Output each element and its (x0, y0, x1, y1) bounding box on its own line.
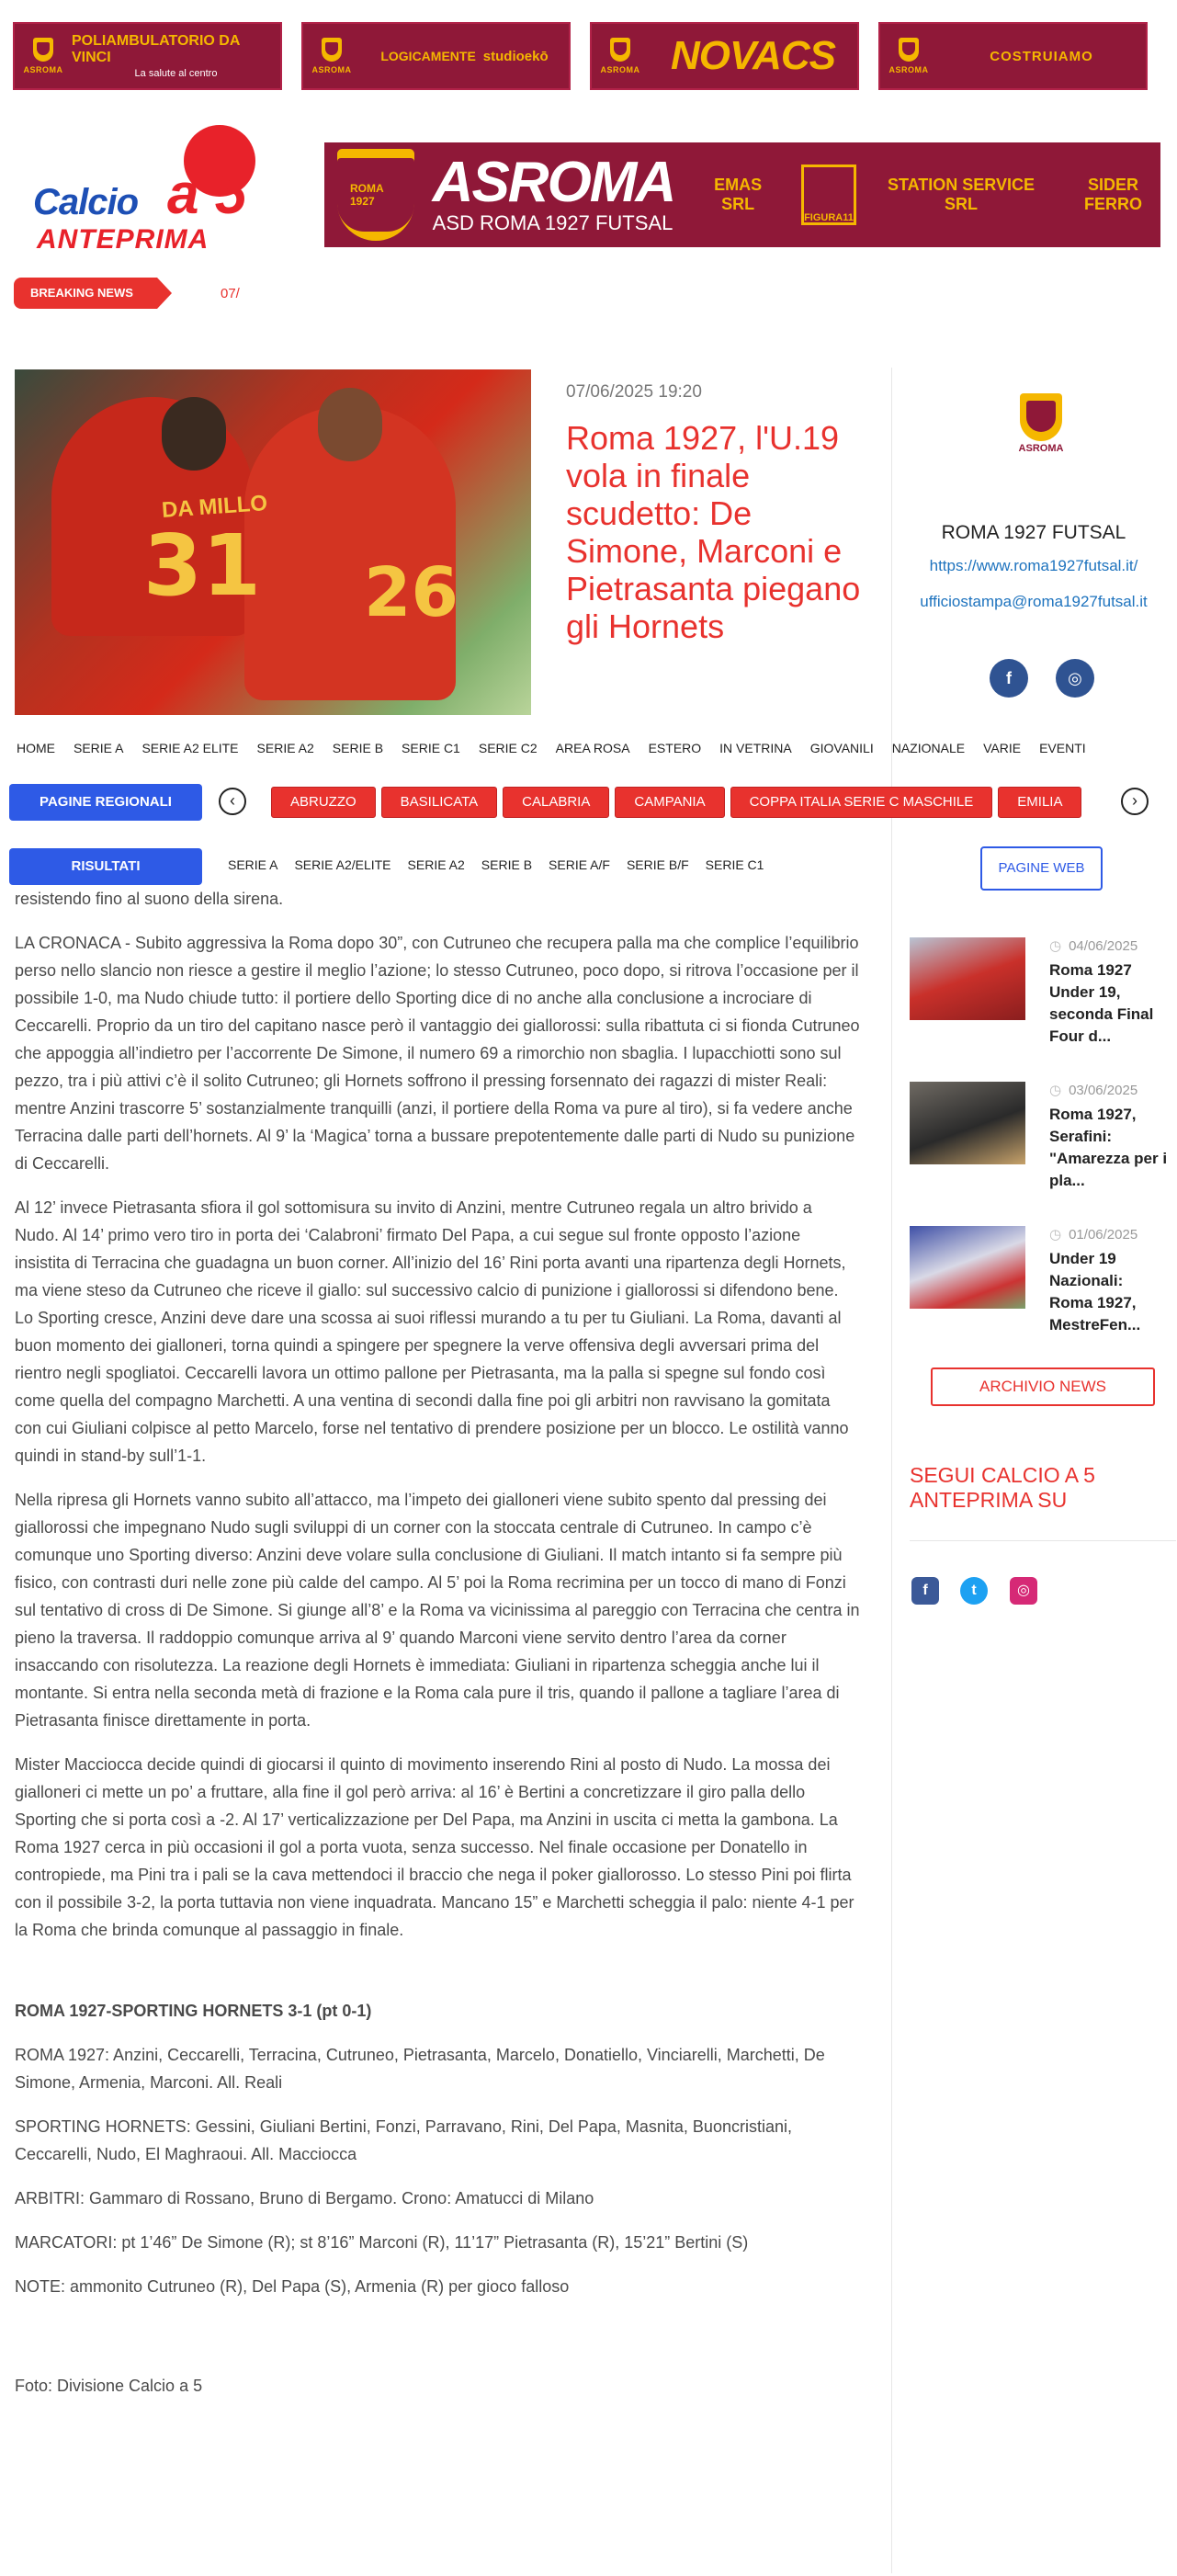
article-paragraph: resistendo fino al suono della sirena. (15, 890, 284, 908)
article-paragraph: Nella ripresa gli Hornets vanno subito all’attacco, ma l’impeto dei gialloneri viene subito spento dal pressing dei giallorossi che impegnano Nudo sugli sviluppi di un corner con la stoccata centrale di Cutruneo. In campo c’è comunque uno Sporting diverso: Anzini deve volare sulla conclusione di Giuliani. Il match intanto si fa sempre più fisico, con contrasti duri nelle zone più calde del campo. Al 5’ poi la Roma recrimina per un tocco di mano di Fonzi sul tentativo di cross di De Simone. Si giunge all’8’ e la Roma va vicinissima al pareggio con Terracina che centra in pieno la traversa. Il raddoppio comunque arriva al 9’ quando Marconi viene servito dentro l’area da corner insaccando con risolutezza. La reazione degli Hornets è immediata: Giuliani in ripartenza scheggia anche lui il montante. Si entra nella seconda metà di frazione e la Roma cala pure il tris, quando il pallone a tagliare l’area di Pietrasanta finisce direttamente in porta. (15, 1491, 860, 1730)
region-emilia[interactable]: EMILIA (998, 787, 1081, 818)
banner-sponsor-3: STATION SERVICE SRL (887, 176, 1035, 213)
sponsor-1-name: POLIAMBULATORIO DA VINCI (72, 33, 240, 65)
nav-estero[interactable]: ESTERO (648, 741, 702, 755)
nav-nazionale[interactable]: NAZIONALE (891, 741, 966, 755)
lineup-roma: ROMA 1927: Anzini, Ceccarelli, Terracina, Cutruneo, Pietrasanta, Marcelo, Donatiello, Vinciarelli, Marchetti, De Simone, Armenia, Marconi. All. Reali (15, 2046, 825, 2092)
sponsor-2b-name: studioekō (482, 48, 549, 64)
news-date: ◷ 03/06/2025 (1049, 1082, 1137, 1098)
nav-area-rosa[interactable]: AREA ROSA (555, 741, 630, 755)
nav-home[interactable]: HOME (17, 741, 55, 755)
team-website-link[interactable]: https://www.roma1927futsal.it/ (929, 557, 1138, 574)
facebook-icon[interactable]: f (990, 659, 1028, 698)
follow-us-title: SEGUI CALCIO A 5 ANTEPRIMA SU (910, 1463, 1095, 1512)
follow-divider (910, 1540, 1176, 1541)
logo-calcio-text: Calcio (33, 182, 139, 222)
roma-crest (303, 24, 360, 88)
results-serie-b[interactable]: SERIE B (481, 857, 533, 872)
sponsor-1-sub: La salute al centro (134, 68, 218, 79)
jersey-number: 26 (364, 553, 458, 632)
nav-serie-a2-elite[interactable]: SERIE A2 ELITE (141, 741, 239, 755)
news-thumbnail[interactable] (910, 1082, 1025, 1164)
scorers: MARCATORI: pt 1’46” De Simone (R); st 8’16” Marconi (R), 11’17” Pietrasanta (R), 15’21” Bertini (S) (15, 2233, 749, 2252)
results-serie-c1[interactable]: SERIE C1 (705, 857, 764, 872)
results-serie-af[interactable]: SERIE A/F (549, 857, 610, 872)
news-thumbnail[interactable] (910, 937, 1025, 1020)
roma-crest (880, 24, 937, 88)
region-campania[interactable]: CAMPANIA (615, 787, 724, 818)
roma-crest (592, 24, 649, 88)
sponsor-roma-label: ASROMA (311, 65, 352, 74)
team-name: ROMA 1927 FUTSAL (941, 522, 1126, 543)
region-abruzzo[interactable]: ABRUZZO (271, 787, 376, 818)
banner-sponsor-4: SIDER FERRO (1084, 176, 1143, 213)
regional-pages-button[interactable]: PAGINE REGIONALI (9, 784, 202, 821)
logo-a5-text: a 5 (167, 163, 247, 226)
header-sponsor-banner[interactable] (324, 142, 1160, 247)
article-paragraph: Al 12’ invece Pietrasanta sfiora il gol sottomisura su invito di Anzini, mentre Cutruneo regala un altro brivido a Nudo. Al 14’ primo vero tiro in porta dei ‘Calabroni’ firmato Del Papa, a cui segue sul fronte opposto l’azione insistita di Terracina che guadagna un buon corner. All’inizio del 16’ Rini porta avanti una ripartenza degli Hornets, ma viene steso da Cutruneo che riceve il giallo: sul successivo calcio di punizione i giallorossi si difendono bene. Lo Sporting cresce, Anzini deve dare una scossa ai suoi riflessi murando a tu per tu Giuliani. La Roma, davanti al buon momento dei gialloneri, torna quindi a spingere per spegnere la verve offensiva degli avversari prima del rientro negli spogliatoi. Ceccarelli lavora un ottimo pallone per Pietrasanta, ma la palla si spegne sul fondo così come quella del compagno Marchetti. A una ventina di secondi dalla fine poi gli arbitri non ravvisano la gomitata con cui Giuliani colpisce al petto Marcelo, forse nel tentativo di prendere posizione per un blocco. Le ostilità vanno quindi in stand-by sull’1-1. (15, 1198, 849, 1465)
results-serie-a2[interactable]: SERIE A2 (407, 857, 465, 872)
sponsor-roma-label: ASROMA (888, 65, 929, 74)
web-pages-button[interactable]: PAGINE WEB (980, 846, 1103, 891)
nav-serie-b[interactable]: SERIE B (332, 741, 384, 755)
news-title[interactable]: Under 19 Nazionali: Roma 1927, MestreFen... (1049, 1250, 1141, 1333)
sponsor-2a-name: LOGICAMENTE (380, 49, 476, 63)
news-date: ◷ 04/06/2025 (1049, 937, 1137, 954)
roma-shield-icon (33, 38, 53, 62)
player-head (162, 397, 226, 471)
breaking-news-label: BREAKING NEWS (14, 278, 157, 309)
roma-shield-icon (610, 38, 630, 62)
jersey-number: 31 (143, 516, 262, 615)
nav-in-vetrina[interactable]: IN VETRINA (719, 741, 792, 755)
nav-serie-c1[interactable]: SERIE C1 (402, 741, 460, 755)
regions-prev-icon[interactable]: ‹ (219, 788, 246, 815)
referees: ARBITRI: Gammaro di Rossano, Bruno di Bergamo. Crono: Amatucci di Milano (15, 2189, 594, 2207)
sponsor-banner-novacs[interactable] (590, 22, 859, 90)
news-date: ◷ 01/06/2025 (1049, 1226, 1137, 1243)
roma-shield-icon (899, 38, 919, 62)
sponsor-4-name: COSTRUIAMO (990, 48, 1093, 64)
nav-serie-a2[interactable]: SERIE A2 (256, 741, 314, 755)
nav-varie[interactable]: VARIE (983, 741, 1022, 755)
banner-subtitle: ASD ROMA 1927 FUTSAL (432, 211, 673, 234)
sponsor-banner-costruiamo[interactable] (878, 22, 1148, 90)
banner-title: ASROMA (432, 151, 675, 214)
region-coppa-italia[interactable]: COPPA ITALIA SERIE C MASCHILE (730, 787, 993, 818)
banner-sponsor-1: EMAS SRL (714, 176, 763, 213)
roma-shield-icon (1020, 393, 1062, 441)
sponsor-banner-davinci[interactable] (13, 22, 282, 90)
article-title: Roma 1927, l'U.19 vola in finale scudetto: De Simone, Marconi e Pietrasanta piegano gli Hornets (566, 419, 861, 645)
main-nav (17, 741, 1104, 755)
crest-label: ROMA 1927 (337, 158, 414, 232)
jersey-name: DA MILLO (161, 491, 268, 523)
nav-giovanili[interactable]: GIOVANILI (809, 741, 874, 755)
roma-crest (15, 24, 72, 88)
article-paragraph: LA CRONACA - Subito aggressiva la Roma dopo 30”, con Cutruneo che recupera palla ma che complice l’equilibrio perso nello slancio non riesce a gestire il meglio l’azione; lo stesso Cutruneo, poco dopo, si ritrova l’occasione per il possibile 1-0, ma Nudo chiude tutto: il portiere dello Sporting dice di no anche alla conclusione a incrociare di Ceccarelli. Proprio da un tiro del capitano nasce però il vantaggio dei giallorossi: sulla ribattuta ci si fionda Cutruneo che appoggia all’indietro per l’accorrente De Simone, il numero 69 a rimorchio non sbaglia. I lupacchiotti sono sul pezzo, tra i più attivi c’è il solito Cutruneo; gli Hornets soffrono il pressing forsennato dei ragazzi di mister Reali: mentre Anzini trascorre 5’ sostanzialmente tranquilli (anzi, il portiere della Roma va pure al tiro), si fa vedere anche Terracina dalle parti dell’hornets. Al 9’ la ‘Magica’ torna a bussare prepotentemente dalle parti di Nudo su punizione di Ceccarelli. (15, 934, 860, 1173)
regions-next-icon[interactable]: › (1121, 788, 1149, 815)
photo-credit: Foto: Divisione Calcio a 5 (15, 2377, 203, 2395)
instagram-icon[interactable]: ◎ (1010, 1577, 1037, 1605)
instagram-icon[interactable]: ◎ (1056, 659, 1094, 698)
nav-serie-a[interactable]: SERIE A (74, 741, 124, 755)
article-hero-image (15, 369, 531, 715)
team-email-link[interactable]: ufficiostampa@roma1927futsal.it (920, 593, 1148, 610)
notes: NOTE: ammonito Cutruneo (R), Del Papa (S), Armenia (R) per gioco falloso (15, 2277, 570, 2296)
logo-anteprima-text: ANTEPRIMA (37, 224, 209, 255)
nav-serie-c2[interactable]: SERIE C2 (478, 741, 538, 755)
results-serie-a[interactable]: SERIE A (228, 857, 278, 872)
sidebar-divider (891, 368, 892, 2573)
news-archive-button[interactable]: ARCHIVIO NEWS (931, 1367, 1155, 1406)
banner-sponsor-2: FIGURA11 (801, 165, 856, 225)
article-date: 07/06/2025 19:20 (566, 382, 702, 402)
region-calabria[interactable]: CALABRIA (503, 787, 609, 818)
player-head (318, 388, 382, 461)
site-logo[interactable] (28, 125, 285, 258)
results-button[interactable]: RISULTATI (9, 848, 202, 885)
roma-shield-icon (322, 38, 342, 62)
news-thumbnail[interactable] (910, 1226, 1025, 1309)
match-result-title: ROMA 1927-SPORTING HORNETS 3-1 (pt 0-1) (15, 2002, 372, 2020)
news-title[interactable]: Roma 1927 Under 19, seconda Final Four d... (1049, 961, 1154, 1045)
roma-crest-icon (337, 149, 414, 241)
sponsor-banner-logicamente[interactable] (301, 22, 571, 90)
sidebar-news-item[interactable] (910, 1082, 1167, 1220)
article-paragraph: Mister Macciocca decide quindi di giocarsi il quinto di movimento inserendo Rini al posto di Nudo. La mossa dei gialloneri ci mette un po’ a fruttare, alla fine il gol però arriva: al 16’ è Bertini a concretizzare il giro palla dello Sporting che si porta così a -2. Al 17’ verticalizzazione per Del Papa, ma Anzini in uscita ci metta la gambona. La Roma 1927 cerca in più occasioni il gol a porta vuota, senza successo. Nel finale occasione per Donatello in contropiede, ma Pini tra i pali se la cava mettendoci il braccio che nega il poker giallorosso. Lo stesso Pini poi flirta con il possibile 3-2, la porta tuttavia non viene inquadrata. Mancano 15” e Marchetti scheggia il palo: niente 4-1 per la Roma che brinda comunque al passaggio in finale. (15, 1755, 854, 1939)
regions-carousel (271, 787, 1101, 818)
results-serie-bf[interactable]: SERIE B/F (626, 857, 689, 872)
results-serie-a2-elite[interactable]: SERIE A2/ELITE (294, 857, 391, 872)
team-crest-label: ASROMA (1018, 443, 1064, 454)
sidebar-news-item[interactable] (910, 1226, 1167, 1364)
sponsor-3-name: NOVACS (671, 33, 835, 78)
sponsor-roma-label: ASROMA (23, 65, 63, 74)
facebook-icon[interactable]: f (911, 1577, 939, 1605)
team-crest (1013, 393, 1069, 458)
news-title[interactable]: Roma 1927, Serafini: "Amarezza per i pla... (1049, 1106, 1168, 1189)
twitter-icon[interactable]: t (960, 1577, 988, 1605)
nav-eventi[interactable]: EVENTI (1039, 741, 1086, 755)
breaking-news-ticker[interactable]: 07/ (221, 286, 240, 301)
sponsor-roma-label: ASROMA (600, 65, 640, 74)
results-nav (228, 857, 780, 872)
region-basilicata[interactable]: BASILICATA (381, 787, 497, 818)
lineup-hornets: SPORTING HORNETS: Gessini, Giuliani Bertini, Fonzi, Parravano, Rini, Del Papa, Masnita, Buoncristiani, Ceccarelli, Nudo, El Maghraoui. All. Macciocca (15, 2117, 792, 2163)
sidebar-news-item[interactable] (910, 937, 1167, 1075)
article-body (15, 885, 860, 2416)
